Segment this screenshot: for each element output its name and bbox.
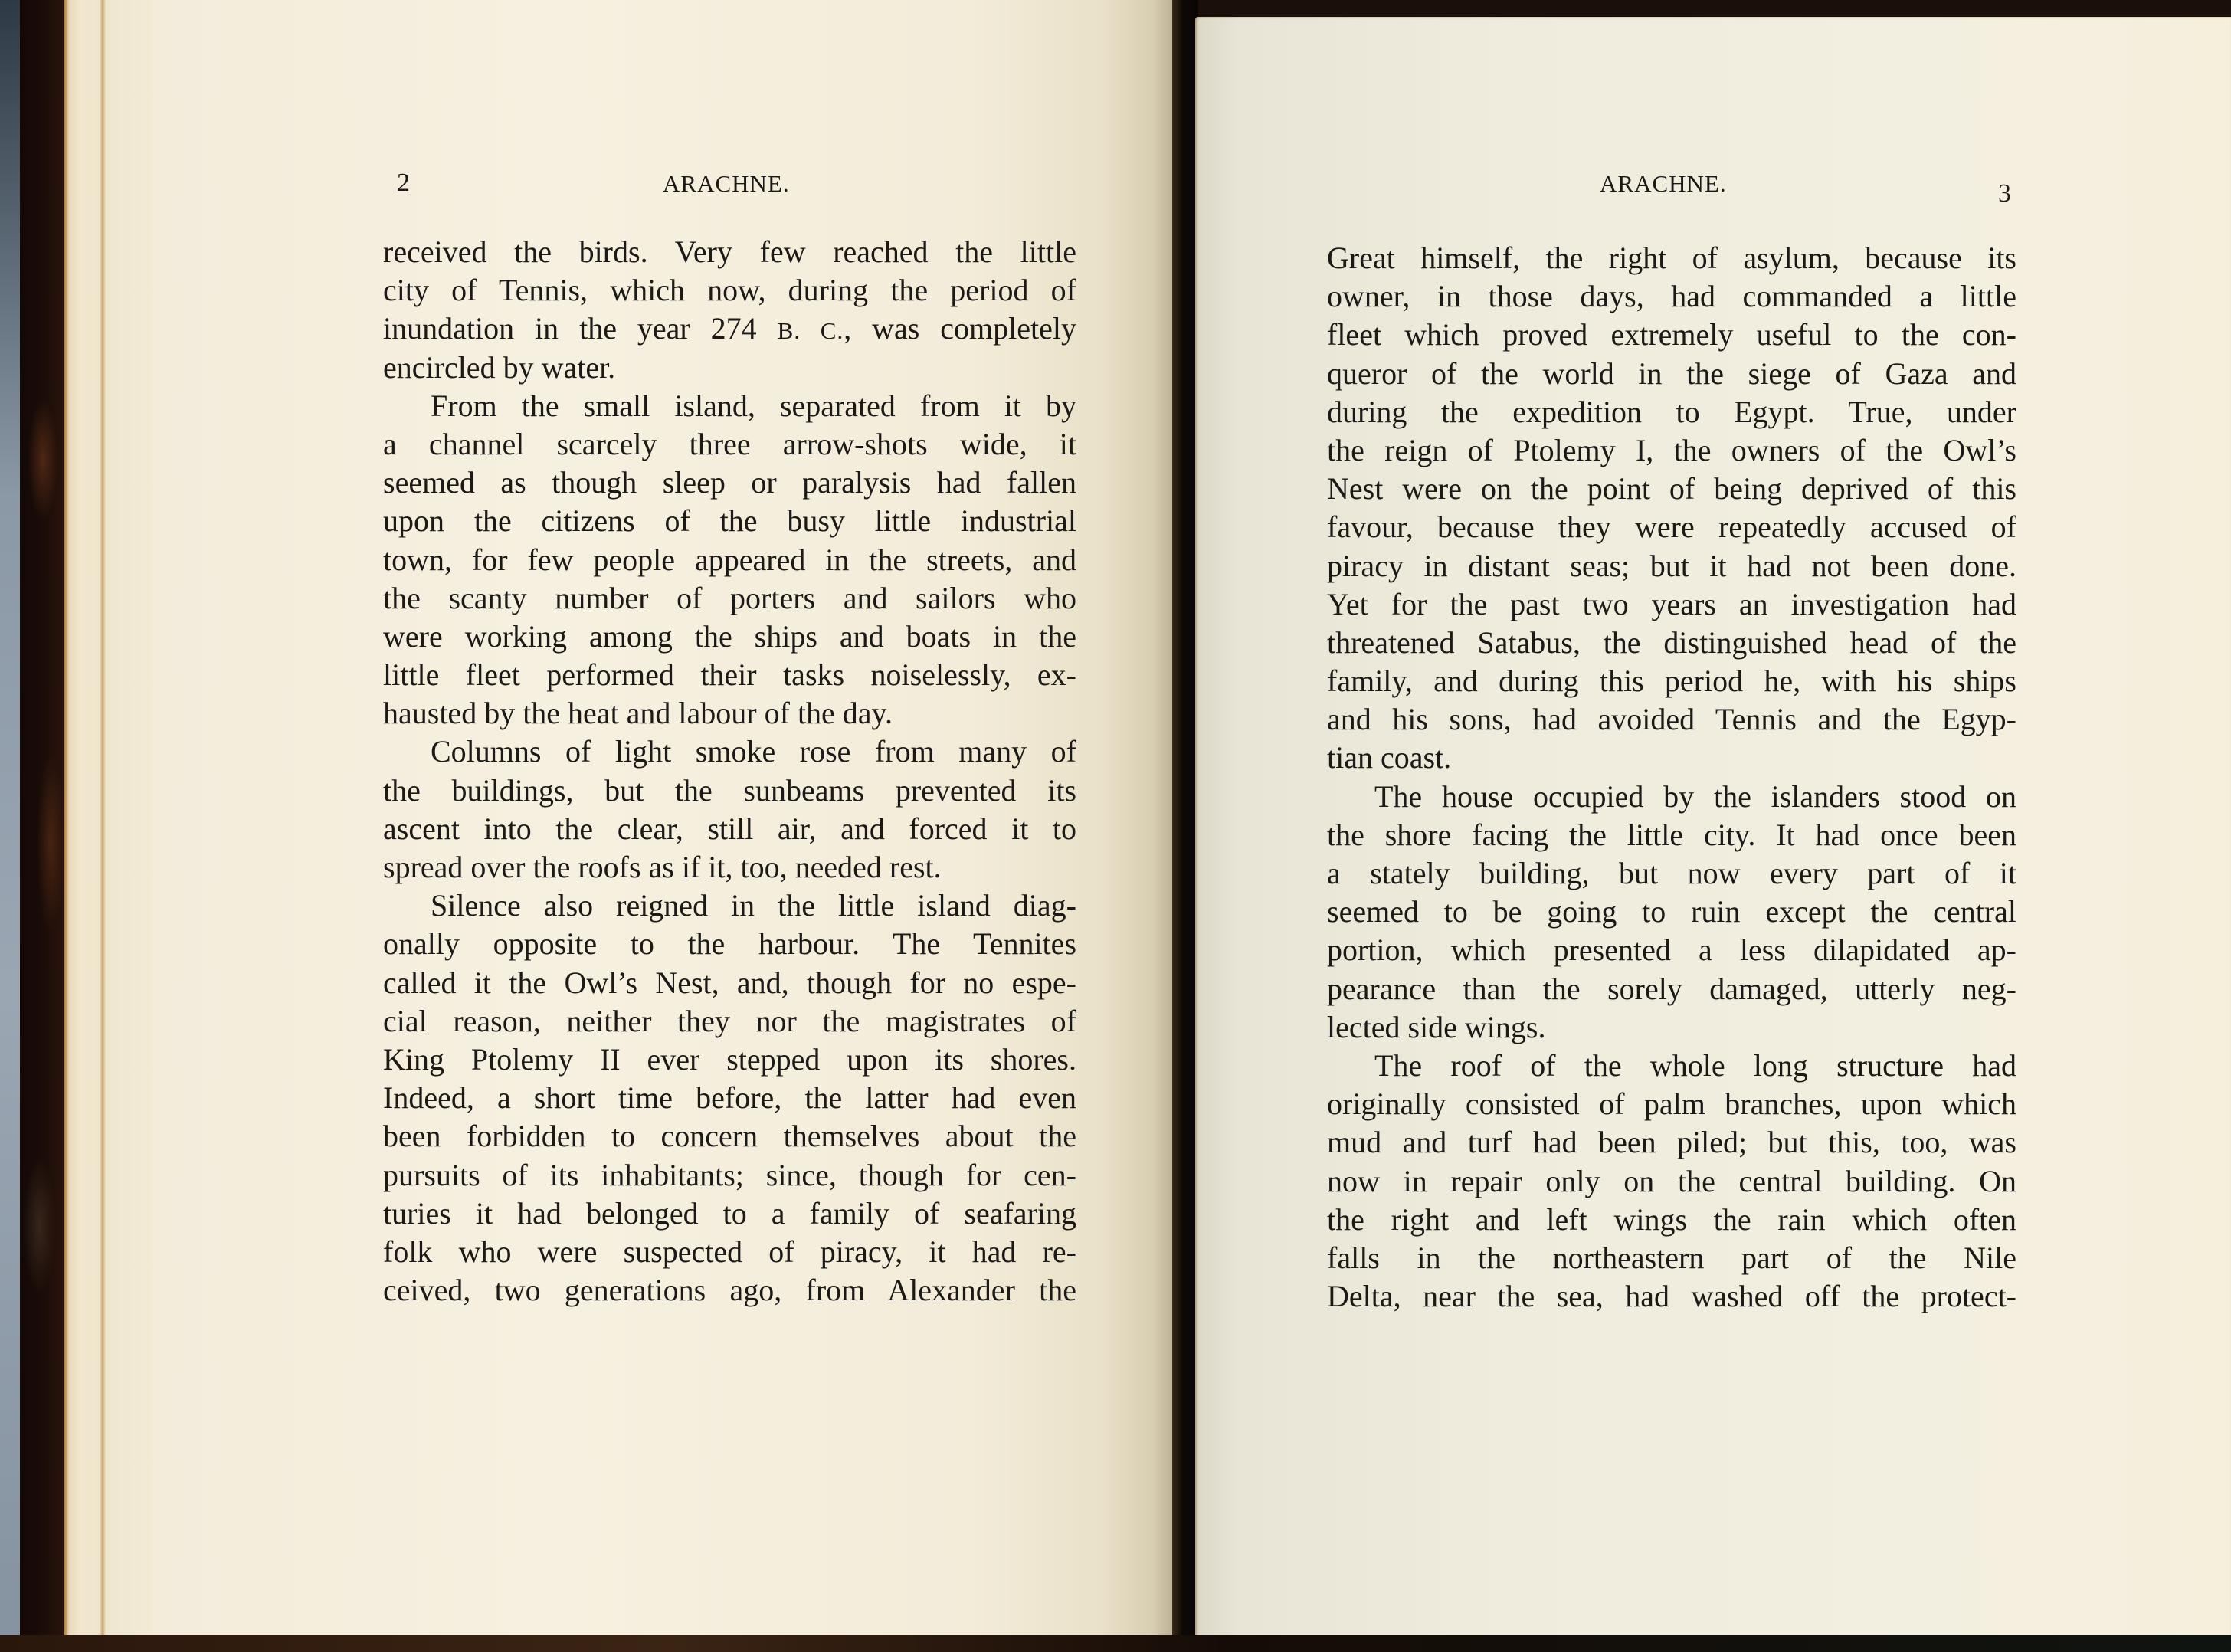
text-line: turies it had belonged to a family of seafaring	[383, 1195, 1076, 1231]
text-line: Columns of light smoke rose from many of	[431, 734, 1076, 769]
body-text	[383, 233, 1076, 1309]
text-line: ascent into the clear, still air, and forced it to	[383, 811, 1076, 846]
right-page	[1195, 17, 2231, 1640]
text-line: encircled by water.	[383, 349, 616, 385]
text-line: threatened Satabus, the distinguished head of the	[1327, 624, 2016, 660]
text-line: fleet which proved extremely useful to the con-	[1327, 317, 2016, 352]
text-line: owner, in those days, had commanded a little	[1327, 279, 2016, 314]
text-line: favour, because they were repeatedly accused of	[1327, 510, 2016, 545]
text-line: were working among the ships and boats in the	[383, 618, 1076, 654]
text-line: received the birds. Very few reached the little	[383, 234, 1076, 269]
text-line: seemed to be going to ruin except the central	[1327, 894, 2016, 929]
text-line: inundation in the year 274 B. C., was completely	[383, 311, 1077, 346]
text-line: the reign of Ptolemy I, the owners of the Owl’s	[1327, 432, 2016, 467]
left-page	[153, 0, 1172, 1635]
text-line: queror of the world in the siege of Gaza and	[1327, 356, 2016, 391]
body-text	[1327, 239, 2016, 1316]
text-line: been forbidden to concern themselves about the	[383, 1119, 1076, 1154]
text-line: city of Tennis, which now, during the period of	[383, 273, 1076, 308]
text-line: folk who were suspected of piracy, it had re-	[383, 1234, 1076, 1269]
text-line: little fleet performed their tasks noiselessly, ex-	[383, 657, 1076, 693]
text-line: a stately building, but now every part of it	[1327, 856, 2016, 890]
text-line: King Ptolemy II ever stepped upon its shores.	[383, 1041, 1076, 1077]
text-line: piracy in distant seas; but it had not been done.	[1327, 548, 2016, 583]
text-line: mud and turf had been piled; but this, too, was	[1327, 1125, 2016, 1160]
text-line: the scanty number of porters and sailors who	[383, 580, 1076, 615]
text-line: The roof of the whole long structure had	[1374, 1047, 2016, 1083]
text-line: family, and during this period he, with his ships	[1327, 664, 2016, 699]
text-line: ceived, two generations ago, from Alexander the	[383, 1273, 1076, 1308]
text-line: upon the citizens of the busy little industrial	[383, 503, 1076, 539]
text-line: seemed as though sleep or paralysis had fallen	[383, 465, 1076, 500]
page-number: 3	[1998, 179, 2011, 208]
text-line: a channel scarcely three arrow-shots wide, it	[383, 426, 1076, 461]
text-line: Silence also reigned in the little island diag-	[431, 888, 1076, 923]
text-line: The house occupied by the islanders stood on	[1374, 778, 2016, 814]
text-line: Yet for the past two years an investigation had	[1327, 586, 2016, 621]
text-line: tian coast.	[1327, 740, 1452, 775]
text-line: and his sons, had avoided Tennis and the Egyp-	[1327, 702, 2016, 737]
text-line: Nest were on the point of being deprived of this	[1327, 471, 2016, 506]
text-line: lected side wings.	[1327, 1009, 1546, 1044]
text-line: during the expedition to Egypt. True, under	[1327, 394, 2016, 429]
era-abbreviation: B. C.	[777, 317, 844, 345]
page-number: 2	[397, 169, 410, 197]
text-line: pearance than the sorely damaged, utterly neg-	[1327, 971, 2016, 1006]
text-line: portion, which presented a less dilapidated ap-	[1327, 933, 2016, 968]
text-line: Great himself, the right of asylum, because its	[1327, 241, 2016, 275]
text-line: falls in the northeastern part of the Nile	[1327, 1240, 2016, 1275]
text-line: the buildings, but the sunbeams prevented its	[383, 772, 1076, 808]
text-line: cial reason, neither they nor the magistrates of	[383, 1003, 1076, 1038]
book-cover-bottom	[0, 1635, 2231, 1652]
text-line: From the small island, separated from it by	[431, 388, 1076, 423]
running-head: ARACHNE.	[1600, 170, 1727, 197]
text-line: called it the Owl’s Nest, and, though for no espe-	[383, 965, 1076, 1000]
text-line: Indeed, a short time before, the latter had even	[383, 1080, 1076, 1116]
text-line: hausted by the heat and labour of the day.	[383, 696, 893, 731]
text-line: now in repair only on the central building. On	[1327, 1163, 2016, 1198]
text-line: the right and left wings the rain which often	[1327, 1201, 2016, 1237]
text-line: pursuits of its inhabitants; since, though for cen-	[383, 1157, 1076, 1192]
cover-marbling	[20, 306, 64, 1532]
gutter	[1172, 0, 1198, 1652]
text-line: the shore facing the little city. It had once been	[1327, 817, 2016, 852]
text-line: originally consisted of palm branches, upon which	[1327, 1087, 2016, 1122]
text-line: town, for few people appeared in the streets, and	[383, 542, 1076, 577]
text-line: spread over the roofs as if it, too, needed rest.	[383, 850, 942, 884]
page-block-edges	[64, 0, 156, 1640]
text-line: Delta, near the sea, had washed off the protect-	[1327, 1279, 2016, 1314]
running-head: ARACHNE.	[663, 170, 790, 197]
scan-background	[0, 0, 20, 1652]
text-line: onally opposite to the harbour. The Tennites	[383, 926, 1076, 962]
